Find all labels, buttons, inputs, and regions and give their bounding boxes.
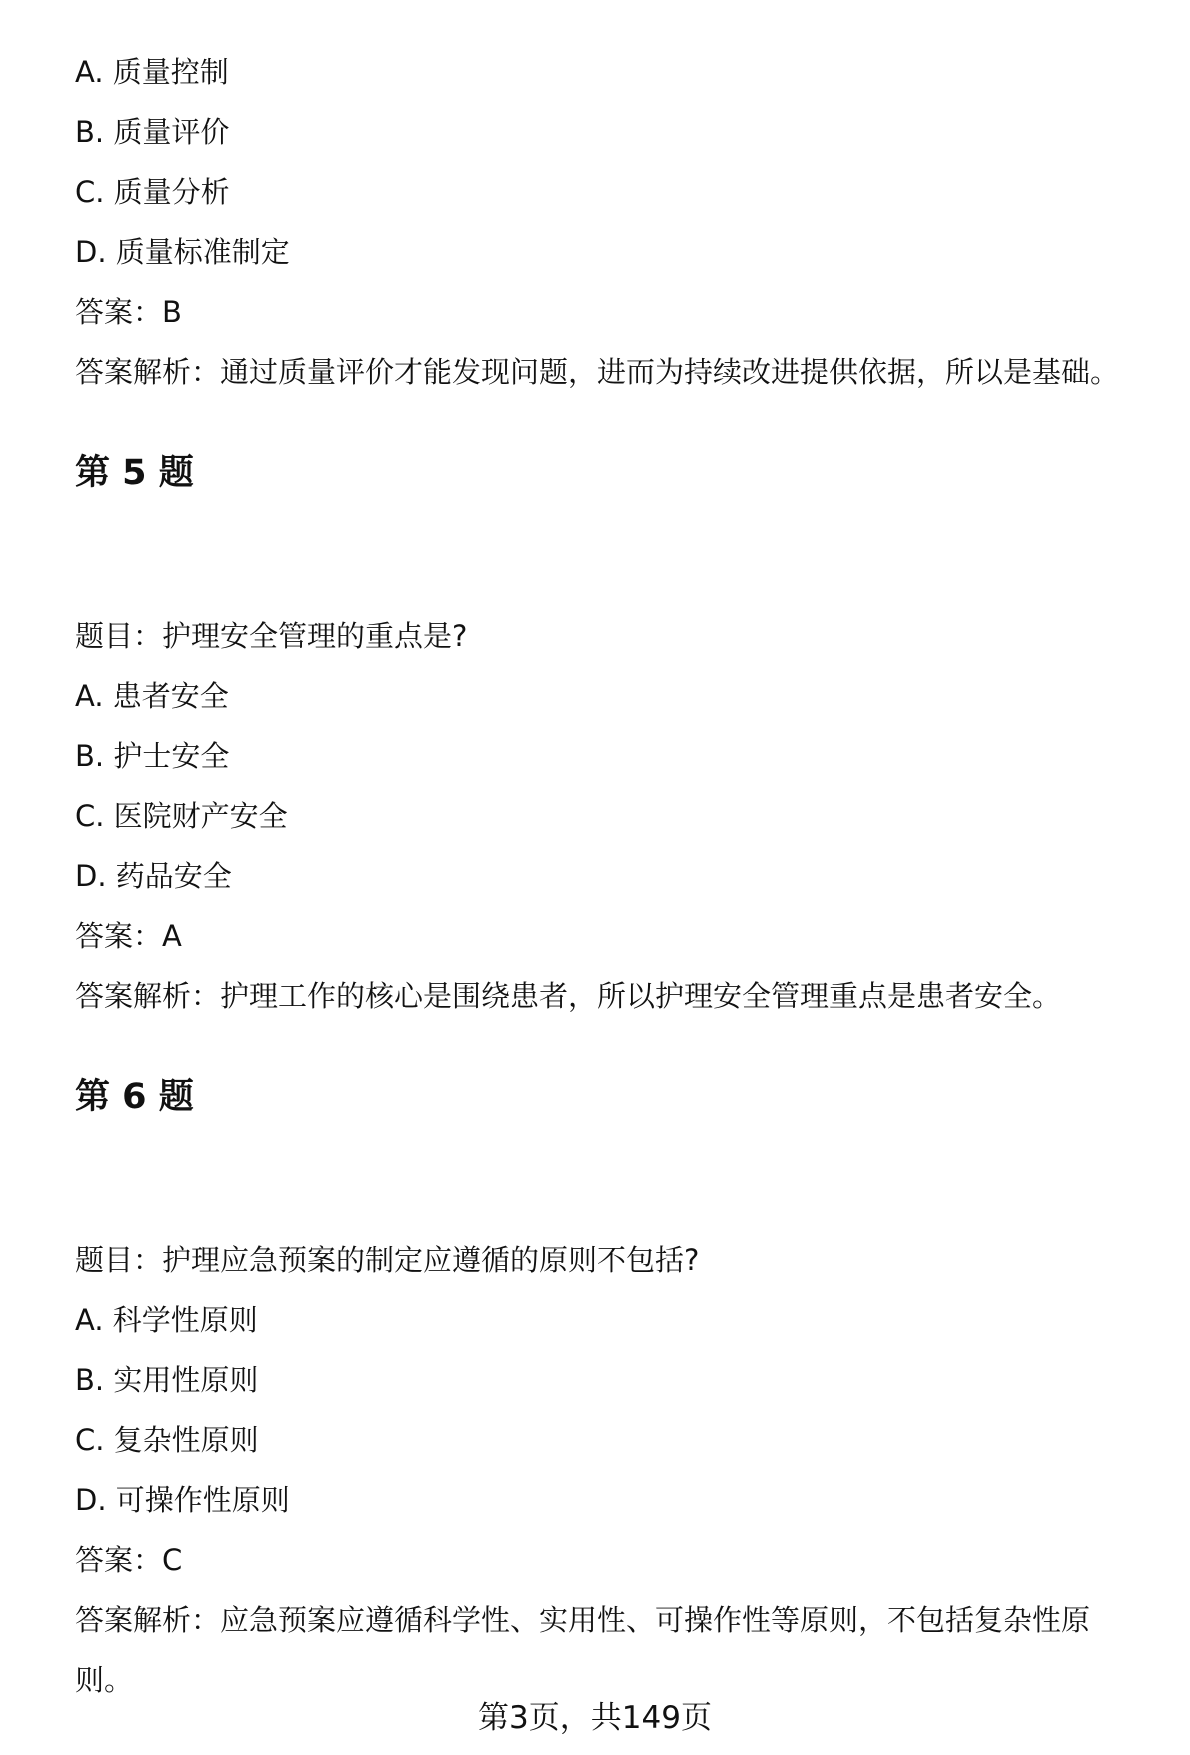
option-b: B. 护士安全 (75, 739, 230, 773)
option-b: B. 实用性原则 (75, 1363, 259, 1397)
option-c: C. 医院财产安全 (75, 799, 288, 833)
option-a: A. 质量控制 (75, 55, 229, 89)
option-a: A. 科学性原则 (75, 1303, 258, 1337)
answer: 答案：A (75, 919, 182, 953)
option-d: D. 药品安全 (75, 859, 232, 893)
option-c: C. 质量分析 (75, 175, 230, 209)
option-d: D. 可操作性原则 (75, 1483, 290, 1517)
option-d: D. 质量标准制定 (75, 235, 290, 269)
answer: 答案：C (75, 1543, 183, 1577)
option-a: A. 患者安全 (75, 679, 229, 713)
option-b: B. 质量评价 (75, 115, 230, 149)
answer: 答案：B (75, 295, 182, 329)
question-heading: 第 6 题 (75, 1077, 194, 1117)
question-text: 题目：护理安全管理的重点是? (75, 619, 468, 653)
question-text: 题目：护理应急预案的制定应遵循的原则不包括? (75, 1243, 700, 1277)
answer-explanation: 答案解析：通过质量评价才能发现问题，进而为持续改进提供依据，所以是基础。 (75, 355, 1120, 389)
answer-explanation: 答案解析：应急预案应遵循科学性、实用性、可操作性等原则，不包括复杂性原则。 (75, 1603, 1091, 1697)
question-heading: 第 5 题 (75, 453, 194, 493)
answer-explanation: 答案解析：护理工作的核心是围绕患者，所以护理安全管理重点是患者安全。 (75, 979, 1062, 1013)
option-c: C. 复杂性原则 (75, 1423, 259, 1457)
page-footer: 第3页，共149页 (478, 1700, 712, 1736)
